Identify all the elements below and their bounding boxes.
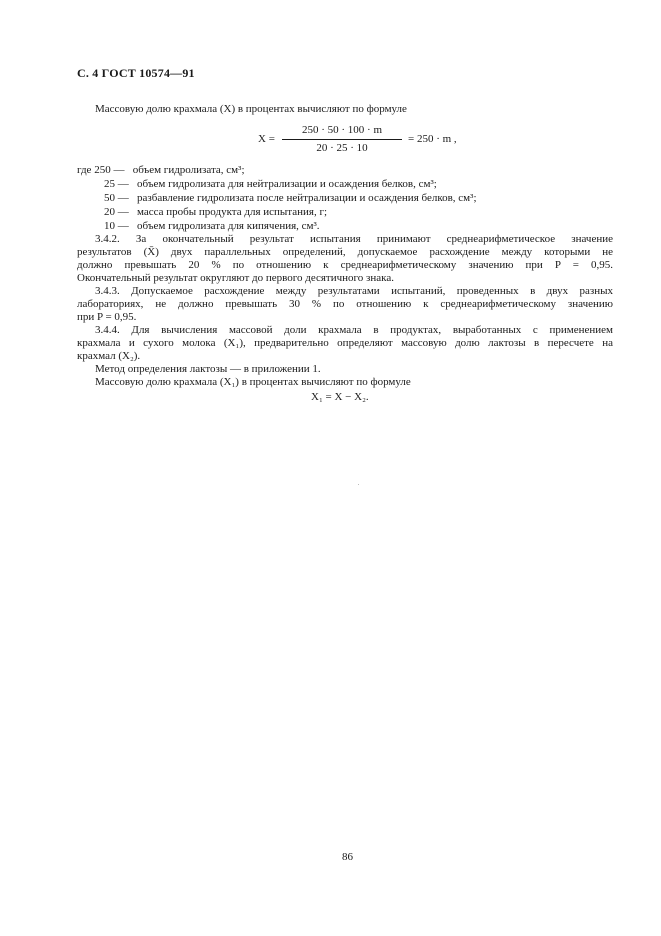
difference-formula: X₁ = X − X₂. xyxy=(311,391,369,403)
legend-desc: объем гидролизата, см³; xyxy=(132,164,245,176)
legend-item xyxy=(104,178,437,191)
paragraph-3-4-3-line: лабораториях, не должно превышать 30 % по отношению к среднеарифметическому значению xyxy=(77,298,613,310)
formula-denominator: 20 · 25 · 10 xyxy=(316,142,368,154)
paragraph-3-4-4-line: 3.4.4. Для вычисления массовой доли крахмала в продуктах, выработанных с применением xyxy=(95,324,613,336)
formula-fraction xyxy=(282,124,402,155)
page-number: 86 xyxy=(342,851,353,863)
legend-term: 20 — xyxy=(104,206,129,218)
paragraph-3-4-2-line: 3.4.2. За окончательный результат испытания принимают среднеарифметическое значение xyxy=(95,233,613,245)
legend-term: 50 — xyxy=(104,192,129,204)
paragraph-3-4-4-line: крахмал (X₂). xyxy=(77,350,141,362)
paragraph-3-4-3-line: при P = 0,95. xyxy=(77,311,137,323)
legend-term: 10 — xyxy=(104,220,129,232)
intro-text: Массовую долю крахмала (X) в процентах вычисляют по формуле xyxy=(95,103,407,115)
formula-numerator: 250 · 50 · 100 · m xyxy=(301,124,383,136)
paragraph-3-4-4-line: крахмала и сухого молока (X₁), предварительно определяют массовую долю лактозы в пересчете на xyxy=(77,337,613,349)
legend-desc: объем гидролизата для кипячения, см³. xyxy=(137,220,320,232)
legend-term: где 250 — xyxy=(77,164,125,176)
paragraph-3-4-2-line: результатов (X̄) двух параллельных определений, допускаемое расхождение между которыми не xyxy=(77,246,613,258)
legend-desc: разбавление гидролизата после нейтрализации и осаждения белков, см³; xyxy=(137,192,477,204)
speck xyxy=(358,484,359,485)
legend-desc: масса пробы продукта для испытания, г; xyxy=(137,206,328,218)
paragraph-3-4-2-line: должно превышать 20 % по отношению к среднеарифметическому значению при P = 0,95. xyxy=(77,259,613,271)
intro2-text: Массовую долю крахмала (X₁) в процентах вычисляют по формуле xyxy=(95,376,411,388)
lactose-method-text: Метод определения лактозы — в приложении 1. xyxy=(95,363,321,375)
legend-item xyxy=(104,220,320,233)
legend-desc: объем гидролизата для нейтрализации и осаждения белков, см³; xyxy=(137,178,437,190)
starch-formula xyxy=(258,124,458,154)
legend-item xyxy=(104,192,477,205)
fraction-bar xyxy=(282,139,402,140)
legend-term: 25 — xyxy=(104,178,129,190)
paragraph-3-4-3-line: 3.4.3. Допускаемое расхождение между результатами испытаний, проведенных в двух разных xyxy=(95,285,613,297)
formula-rhs: = 250 · m , xyxy=(408,133,457,145)
legend-item xyxy=(104,206,327,219)
legend-item xyxy=(77,164,245,177)
page-header: С. 4 ГОСТ 10574—91 xyxy=(77,66,195,80)
paragraph-3-4-2-line: Окончательный результат округляют до первого десятичного знака. xyxy=(77,272,394,284)
formula-lhs: X = xyxy=(258,133,275,145)
